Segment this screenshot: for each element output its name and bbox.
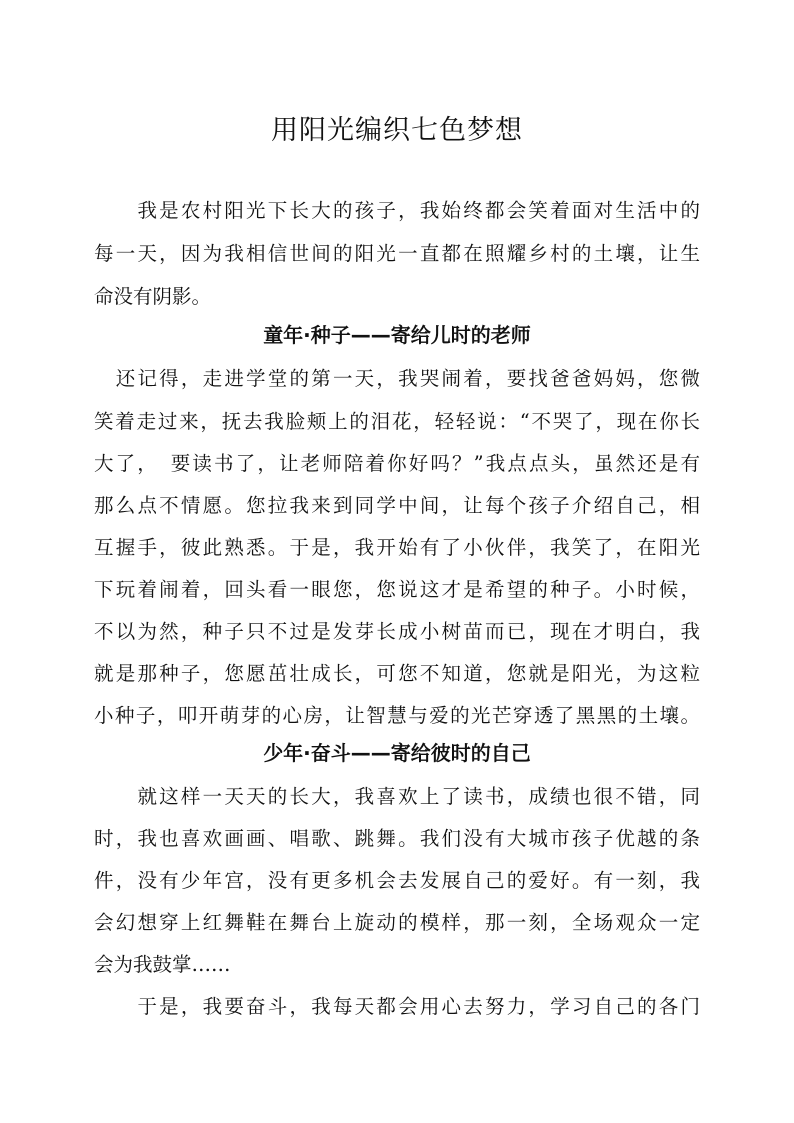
paragraph-line: 还记得，走进学堂的第一天，我哭闹着，要找爸爸妈妈，您微 <box>94 367 700 390</box>
paragraph-line: 会为我鼓掌…… <box>94 953 231 976</box>
paragraph-line: 笑着走过来，抚去我脸颊上的泪花，轻轻说：“不哭了，现在你长 <box>94 410 700 433</box>
paragraph-line: 大了， 要读书了，让老师陪着你好吗？”我点点头，虽然还是有 <box>94 452 700 475</box>
paragraph-line: 时，我也喜欢画画、唱歌、跳舞。我们没有大城市孩子优越的条 <box>94 827 700 850</box>
paragraph-line: 就是那种子，您愿茁壮成长，可您不知道，您就是阳光，为这粒 <box>94 662 700 685</box>
paragraph-line: 会幻想穿上红舞鞋在舞台上旋动的模样，那一刻，全场观众一定 <box>94 911 700 934</box>
paragraph-line: 件，没有少年宫，没有更多机会去发展自己的爱好。有一刻，我 <box>94 869 700 892</box>
intro-line: 命没有阴影。 <box>94 285 212 308</box>
paragraph-line: 那么点不情愿。您拉我来到同学中间，让每个孩子介绍自己，相 <box>94 494 700 517</box>
section-heading-childhood: 童年·种子——寄给儿时的老师 <box>263 323 531 347</box>
intro-line: 我是农村阳光下长大的孩子，我始终都会笑着面对生活中的 <box>94 199 700 222</box>
paragraph-line: 小种子，叩开萌芽的心房，让智慧与爱的光芒穿透了黑黑的土壤。 <box>94 704 700 727</box>
section-heading-youth: 少年·奋斗——寄给彼时的自己 <box>263 741 531 765</box>
paragraph-line: 不以为然，种子只不过是发芽长成小树苗而已，现在才明白，我 <box>94 620 700 643</box>
intro-line: 每一天，因为我相信世间的阳光一直都在照耀乡村的土壤，让生 <box>94 242 700 265</box>
paragraph-line: 下玩着闹着，回头看一眼您，您说这才是希望的种子。小时候， <box>94 578 700 601</box>
document-title: 用阳光编织七色梦想 <box>271 115 523 146</box>
paragraph-line: 就这样一天天的长大，我喜欢上了读书，成绩也很不错，同 <box>94 785 700 808</box>
paragraph-line: 互握手，彼此熟悉。于是，我开始有了小伙伴，我笑了，在阳光 <box>94 536 700 559</box>
paragraph-line: 于是，我要奋斗，我每天都会用心去努力，学习自己的各门 <box>94 995 700 1018</box>
